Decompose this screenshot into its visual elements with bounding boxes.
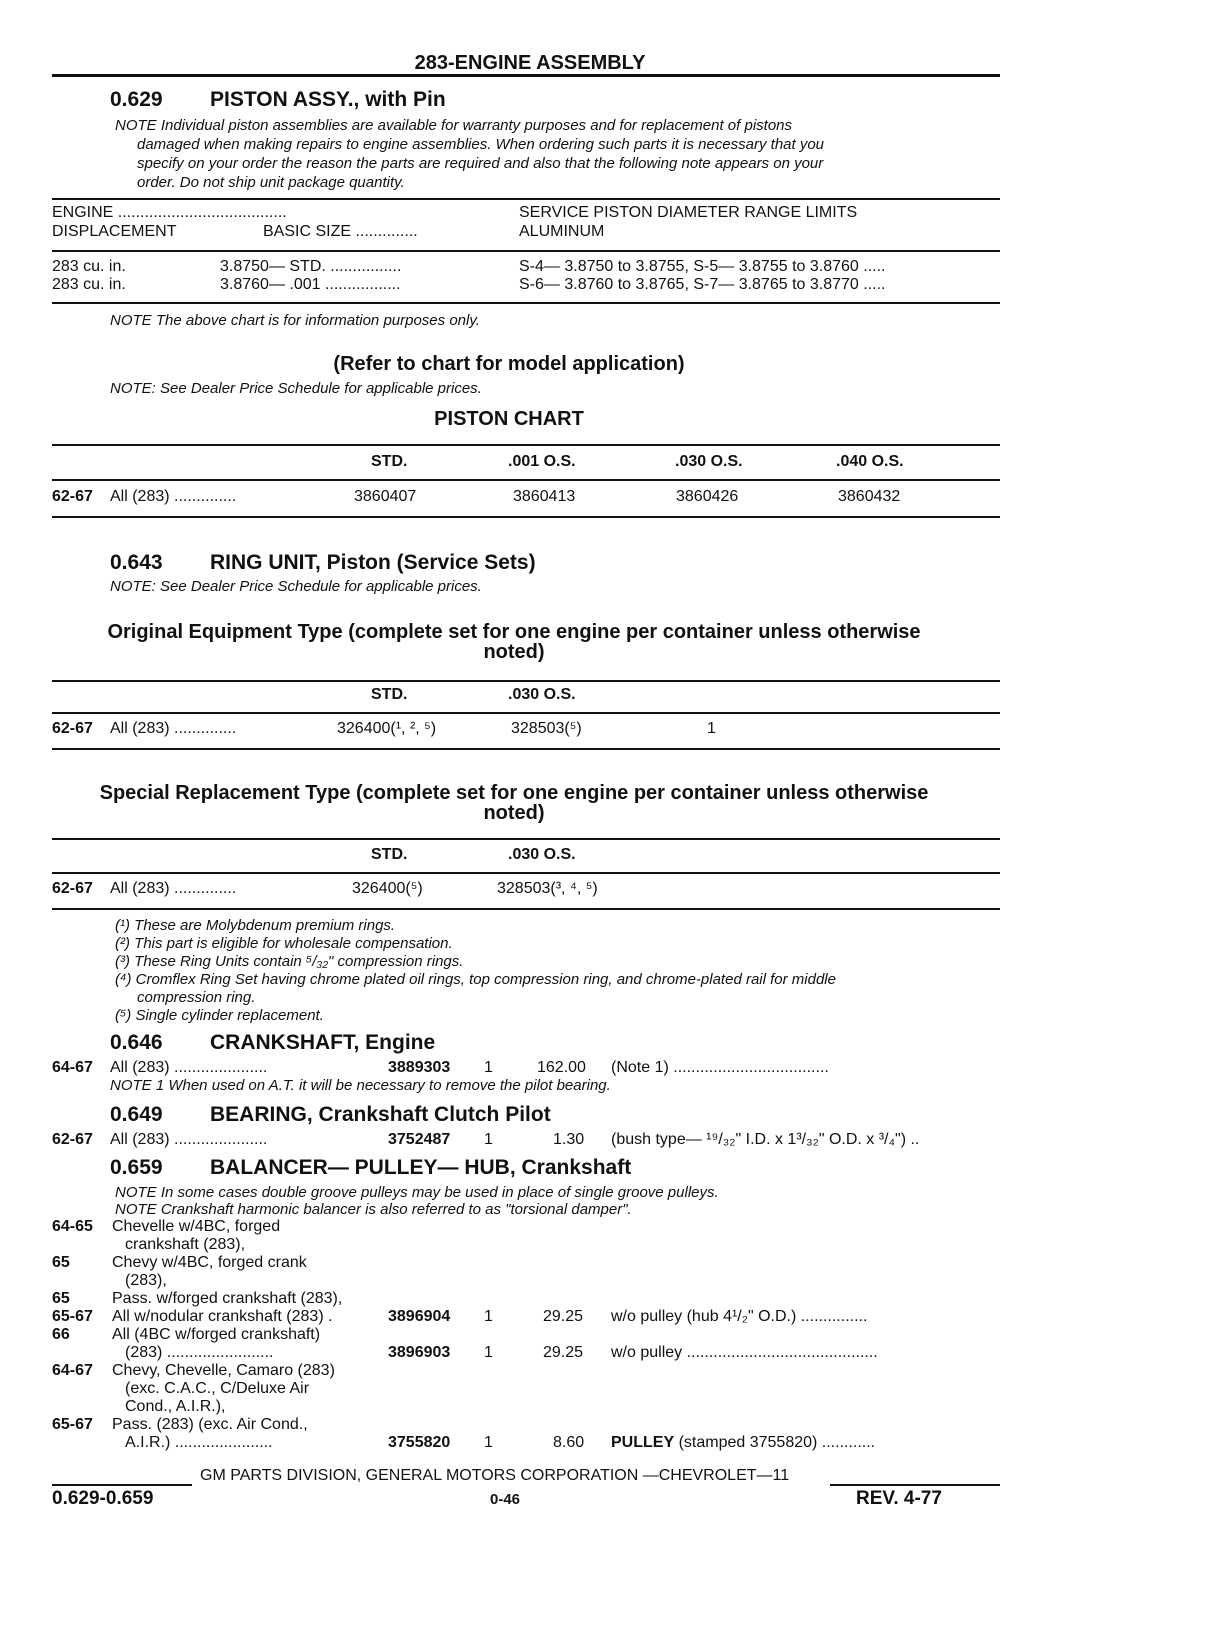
balancer-row-years: 66 <box>52 1326 70 1343</box>
bearing-row-remark: (bush type— ¹⁹/₃₂" I.D. x 1³/₃₂" O.D. x ³/₄") .. <box>611 1131 920 1148</box>
note-line: NOTE In some cases double groove pulleys may be used in place of single groove pulleys. <box>115 1184 719 1201</box>
ring-footnotes <box>115 917 1005 1025</box>
table-rule <box>52 838 1000 840</box>
bearing-row-price: 1.30 <box>553 1131 585 1148</box>
piston-chart-title: PISTON CHART <box>434 408 584 430</box>
table-header-aluminum: ALUMINUM <box>519 223 605 240</box>
table-rule <box>52 748 1000 750</box>
sr-header-030: .030 O.S. <box>508 846 576 863</box>
note-line: damaged when making repairs to engine assemblies. When ordering such parts it is necessary that you <box>137 136 825 153</box>
price-note: NOTE: See Dealer Price Schedule for applicable prices. <box>110 380 482 397</box>
desc-line: Pass. (283) (exc. Air Cond., <box>112 1416 308 1433</box>
footer-division: GM PARTS DIVISION, GENERAL MOTORS CORPORATION —CHEVROLET—11 <box>200 1467 790 1484</box>
section-number: 0.649 <box>110 1103 163 1126</box>
header-rule <box>52 74 1000 77</box>
crank-row-qty: 1 <box>484 1059 493 1076</box>
balancer-row-years: 64-65 <box>52 1218 93 1235</box>
desc-line: All w/nodular crankshaft (283) . <box>112 1308 333 1325</box>
table-rule <box>52 872 1000 874</box>
balancer-row-qty: 1 <box>484 1344 493 1361</box>
section-title: BALANCER— PULLEY— HUB, Crankshaft <box>210 1156 632 1179</box>
oe-heading-line: noted) <box>483 641 545 663</box>
note-line: specify on your order the reason the parts are required and also that the following note appears on your <box>137 155 824 172</box>
note-line: NOTE Crankshaft harmonic balancer is also referred to as "torsional damper". <box>115 1201 632 1218</box>
balancer-row-qty: 1 <box>484 1308 493 1325</box>
bearing-row-years: 62-67 <box>52 1131 93 1148</box>
table-rule <box>52 516 1000 518</box>
remark-text: (stamped 3755820) ............ <box>678 1434 876 1451</box>
section-title: CRANKSHAFT, Engine <box>210 1031 436 1054</box>
table-rule <box>52 712 1000 714</box>
table-cell-range: S-4— 3.8750 to 3.8755, S-5— 3.8755 to 3.8760 ..... <box>519 258 886 275</box>
footer-rule-right <box>830 1484 1000 1486</box>
sr-heading-line: noted) <box>483 802 545 824</box>
balancer-row-price: 29.25 <box>543 1344 584 1361</box>
chart-header-040: .040 O.S. <box>836 453 904 470</box>
sr-header-std: STD. <box>371 846 408 863</box>
table-cell-basic: 3.8760— .001 ................. <box>220 276 401 293</box>
balancer-notes <box>115 1184 995 1218</box>
balancer-row-part: 3896904 <box>388 1308 451 1325</box>
table-rule <box>52 444 1000 446</box>
section-number: 0.646 <box>110 1031 163 1054</box>
table-rule <box>52 302 1000 304</box>
balancer-row-years: 65-67 <box>52 1416 93 1433</box>
desc-line: (283) ........................ <box>125 1344 274 1361</box>
section-title: RING UNIT, Piston (Service Sets) <box>210 551 536 574</box>
piston-note <box>115 116 995 192</box>
balancer-row-part: 3755820 <box>388 1434 451 1451</box>
footnote: (³) These Ring Units contain ⁵/₃₂" compression rings. <box>115 953 464 970</box>
desc-line: crankshaft (283), <box>125 1236 246 1253</box>
balancer-row-desc <box>112 1218 280 1254</box>
oe-row-desc: All (283) .............. <box>110 720 237 737</box>
footnote: (²) This part is eligible for wholesale compensation. <box>115 935 453 952</box>
table-rule <box>52 479 1000 481</box>
balancer-row-desc <box>112 1362 335 1416</box>
table-rule <box>52 680 1000 682</box>
table-cell-range: S-6— 3.8760 to 3.8765, S-7— 3.8765 to 3.8770 ..... <box>519 276 886 293</box>
balancer-row-years: 65-67 <box>52 1308 93 1325</box>
oe-header-std: STD. <box>371 686 408 703</box>
table-header-basic-size: BASIC SIZE .............. <box>263 223 418 240</box>
chart-row-030: 3860426 <box>676 488 739 505</box>
bearing-row-qty: 1 <box>484 1131 493 1148</box>
chart-header-030: .030 O.S. <box>675 453 743 470</box>
balancer-row-price: 29.25 <box>543 1308 584 1325</box>
balancer-row-remark <box>611 1434 875 1452</box>
section-number: 0.643 <box>110 551 163 574</box>
footnote: (⁴) Cromflex Ring Set having chrome plated oil rings, top compression ring, and chrome-plated rail for middle <box>115 971 836 988</box>
price-note: NOTE: See Dealer Price Schedule for applicable prices. <box>110 578 482 595</box>
footnote: (⁵) Single cylinder replacement. <box>115 1007 324 1024</box>
note-line: order. Do not ship unit package quantity. <box>137 174 405 191</box>
oe-row-qty: 1 <box>707 720 716 737</box>
chart-header-001: .001 O.S. <box>508 453 576 470</box>
balancer-row-years: 65 <box>52 1290 70 1307</box>
crank-row-price: 162.00 <box>537 1059 586 1076</box>
balancer-row-remark: w/o pulley ........................................... <box>611 1344 878 1361</box>
desc-line: All (4BC w/forged crankshaft) <box>112 1326 321 1343</box>
crank-row-years: 64-67 <box>52 1059 93 1076</box>
balancer-row-remark: w/o pulley (hub 4¹/₂" O.D.) ............... <box>611 1308 868 1325</box>
section-title: BEARING, Crankshaft Clutch Pilot <box>210 1103 551 1126</box>
chart-header-std: STD. <box>371 453 408 470</box>
footer-page: 0-46 <box>490 1491 521 1508</box>
refer-heading: (Refer to chart for model application) <box>333 353 685 375</box>
section-ring-unit <box>110 551 536 575</box>
bearing-row-part: 3752487 <box>388 1131 451 1148</box>
note-line: NOTE Individual piston assemblies are available for warranty purposes and for replacement of pistons <box>115 117 793 134</box>
crank-note: NOTE 1 When used on A.T. it will be necessary to remove the pilot bearing. <box>110 1077 611 1094</box>
oe-row-std: 326400(¹, ², ⁵) <box>337 720 437 737</box>
desc-line: Pass. w/forged crankshaft (283), <box>112 1290 343 1307</box>
section-crankshaft <box>110 1031 435 1055</box>
balancer-row-part: 3896903 <box>388 1344 451 1361</box>
footnote: compression ring. <box>137 989 256 1006</box>
section-balancer <box>110 1156 631 1180</box>
sr-row-030: 328503(³, ⁴, ⁵) <box>497 880 598 897</box>
desc-line: (283), <box>125 1272 167 1289</box>
sr-heading <box>40 783 988 823</box>
balancer-row-desc <box>112 1254 307 1290</box>
desc-line: (exc. C.A.C., C/Deluxe Air <box>125 1380 310 1397</box>
balancer-row-years: 64-67 <box>52 1362 93 1379</box>
section-number: 0.659 <box>110 1156 163 1179</box>
table-header-displacement: DISPLACEMENT <box>52 223 177 240</box>
section-number: 0.629 <box>110 88 163 111</box>
table-cell-disp: 283 cu. in. <box>52 276 126 293</box>
balancer-row-price: 8.60 <box>553 1434 585 1451</box>
table-cell-basic: 3.8750— STD. ................ <box>220 258 402 275</box>
section-title: PISTON ASSY., with Pin <box>210 88 446 111</box>
crank-row-desc: All (283) ..................... <box>110 1059 268 1076</box>
section-pilot-bearing <box>110 1103 551 1127</box>
balancer-row-desc <box>112 1308 333 1326</box>
balancer-row-desc <box>112 1326 320 1362</box>
footer-range: 0.629-0.659 <box>52 1488 154 1509</box>
footnote: (¹) These are Molybdenum premium rings. <box>115 917 396 934</box>
balancer-row-desc <box>112 1416 308 1452</box>
section-piston-assy <box>110 88 446 112</box>
balancer-row-years: 65 <box>52 1254 70 1271</box>
desc-line: A.I.R.) ...................... <box>125 1434 273 1451</box>
table-header-engine: ENGINE ...................................... <box>52 204 287 221</box>
chart-note: NOTE The above chart is for information purposes only. <box>110 312 480 329</box>
crank-row-part: 3889303 <box>388 1059 451 1076</box>
sr-heading-line: Special Replacement Type (complete set for one engine per container unless otherwise <box>99 782 929 804</box>
chart-row-desc: All (283) .............. <box>110 488 237 505</box>
table-rule <box>52 908 1000 910</box>
bearing-row-desc: All (283) ..................... <box>110 1131 268 1148</box>
desc-line: Chevy w/4BC, forged crank <box>112 1254 307 1271</box>
remark-bold: PULLEY <box>611 1434 675 1451</box>
table-header-range: SERVICE PISTON DIAMETER RANGE LIMITS <box>519 204 858 221</box>
footer-rule-left <box>52 1484 192 1486</box>
desc-line: Cond., A.I.R.), <box>125 1398 226 1415</box>
table-rule <box>52 250 1000 252</box>
page-title: 283-ENGINE ASSEMBLY <box>414 52 646 74</box>
oe-heading-line: Original Equipment Type (complete set for one engine per container unless otherwise <box>107 621 921 643</box>
sr-row-desc: All (283) .............. <box>110 880 237 897</box>
oe-row-years: 62-67 <box>52 720 93 737</box>
chart-row-std: 3860407 <box>354 488 417 505</box>
oe-heading <box>40 622 988 662</box>
chart-row-years: 62-67 <box>52 488 93 505</box>
table-cell-disp: 283 cu. in. <box>52 258 126 275</box>
chart-row-001: 3860413 <box>513 488 576 505</box>
crank-row-remark: (Note 1) ................................... <box>611 1059 829 1076</box>
balancer-row-qty: 1 <box>484 1434 493 1451</box>
desc-line: Chevelle w/4BC, forged <box>112 1218 281 1235</box>
sr-row-std: 326400(⁵) <box>352 880 423 897</box>
desc-line: Chevy, Chevelle, Camaro (283) <box>112 1362 335 1379</box>
oe-header-030: .030 O.S. <box>508 686 576 703</box>
chart-row-040: 3860432 <box>838 488 901 505</box>
table-rule <box>52 198 1000 200</box>
balancer-row-desc <box>112 1290 342 1308</box>
footer-rev: REV. 4-77 <box>856 1488 942 1509</box>
sr-row-years: 62-67 <box>52 880 93 897</box>
oe-row-030: 328503(⁵) <box>511 720 582 737</box>
